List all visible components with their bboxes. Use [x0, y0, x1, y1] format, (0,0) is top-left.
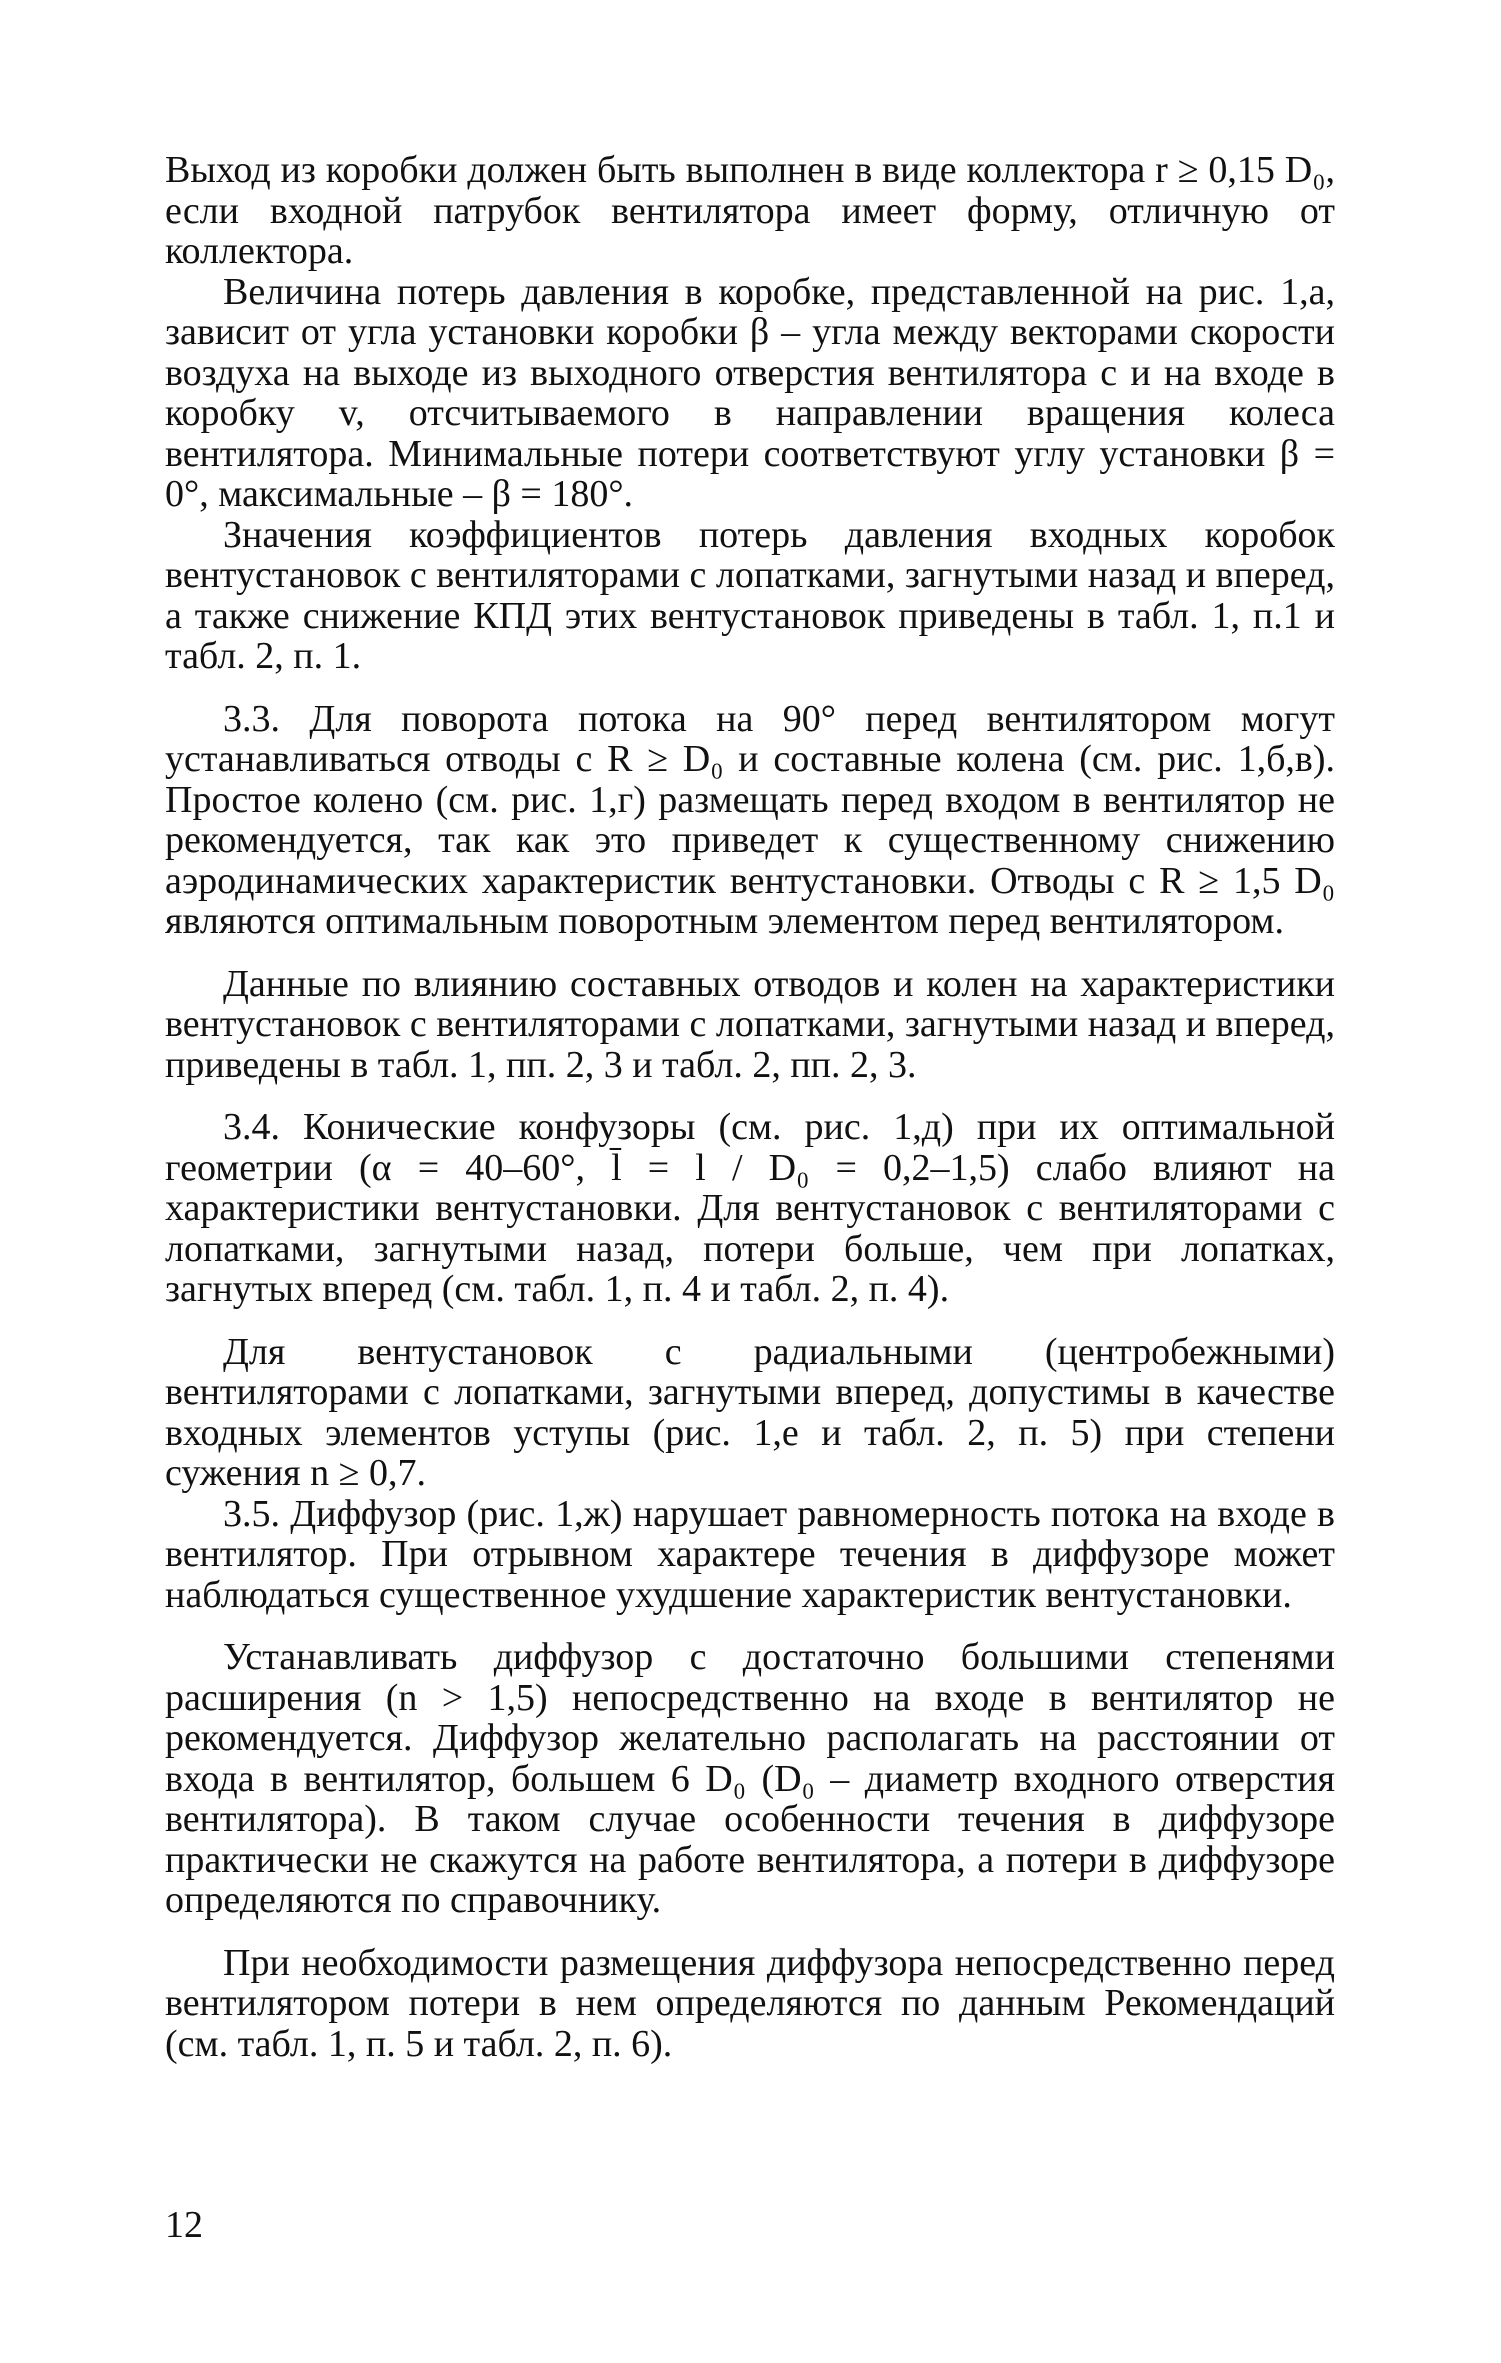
paragraph-composite-bends: Данные по влиянию составных отводов и колен на характеристики вентустановок с вентиляторами с лопатками, загнутыми назад и вперед, приведены в табл. 1, пп. 2, 3 и табл. 2, пп. 2, 3. [165, 962, 1335, 1086]
paragraph-diffuser-losses: При необходимости размещения диффузора непосредственно перед вентилятором потери в нем определяются по данным Рекомендаций (см. табл. 1, п. 5 и табл. 2, п. 6). [165, 1941, 1335, 2065]
paragraph-section-3-3: 3.3. Для поворота потока на 90° перед вентилятором могут устанавливаться отводы с R ≥ D₀ и составные колена (см. рис. 1,б,в). Простое колено (см. рис. 1,г) размещать перед входом в вентилятор не рекомендуется, так как это приведет к существенному снижению аэродинамических характеристик вентустановки. Отводы с R ≥ 1,5 D₀ являются оптимальным поворотным элементом перед вентилятором. [165, 697, 1335, 942]
paragraph-diffuser-placement: Устанавливать диффузор с достаточно большими степенями расширения (n > 1,5) непосредственно на входе в вентилятор не рекомендуется. Диффузор желательно располагать на расстоянии от входа в вентилятор, большем 6 D₀ (D₀ – диаметр входного отверстия вентилятора). В таком случае особенности течения в диффузоре практически не скажутся на работе вентилятора, а потери в диффузоре определяются по справочнику. [165, 1636, 1335, 1921]
paragraph-coefficients: Значения коэффициентов потерь давления входных коробок вентустановок с вентиляторами с лопатками, загнутыми назад и вперед, а также снижение КПД этих вентустановок приведены в табл. 1, п.1 и табл. 2, п. 1. [165, 513, 1335, 677]
paragraph-steps: Для вентустановок с радиальными (центробежными) вентиляторами с лопатками, загнутыми вперед, допустимы в качестве входных элементов уступы (рис. 1,е и табл. 2, п. 5) при степени сужения n ≥ 0,7. [165, 1330, 1335, 1494]
paragraph-pressure-loss: Величина потерь давления в коробке, представленной на рис. 1,а, зависит от угла установки коробки β – угла между векторами скорости воздуха на выходе из выходного отверстия вентилятора c и на входе в коробку v, отсчитываемого в направлении вращения колеса вентилятора. Минимальные потери соответствуют углу установки β = 0°, максимальные – β = 180°. [165, 270, 1335, 515]
paragraph-section-3-4: 3.4. Конические конфузоры (см. рис. 1,д) при их оптимальной геометрии (α = 40–60°, l̄ = l / D₀ = 0,2–1,5) слабо влияют на характеристики вентустановки. Для вентустановок с вентиляторами с лопатками, загнутыми назад, потери больше, чем при лопатках, загнутых вперед (см. табл. 1, п. 4 и табл. 2, п. 4). [165, 1106, 1335, 1310]
page-body [165, 150, 1335, 2064]
paragraph-collector-outlet: Выход из коробки должен быть выполнен в виде коллектора r ≥ 0,15 D₀, если входной патрубок вентилятора имеет форму, отличную от коллектора. [165, 149, 1335, 272]
page-number: 12 [165, 2204, 203, 2246]
paragraph-section-3-5: 3.5. Диффузор (рис. 1,ж) нарушает равномерность потока на входе в вентилятор. При отрывном характере течения в диффузоре может наблюдаться существенное ухудшение характеристик вентустановки. [165, 1492, 1335, 1616]
